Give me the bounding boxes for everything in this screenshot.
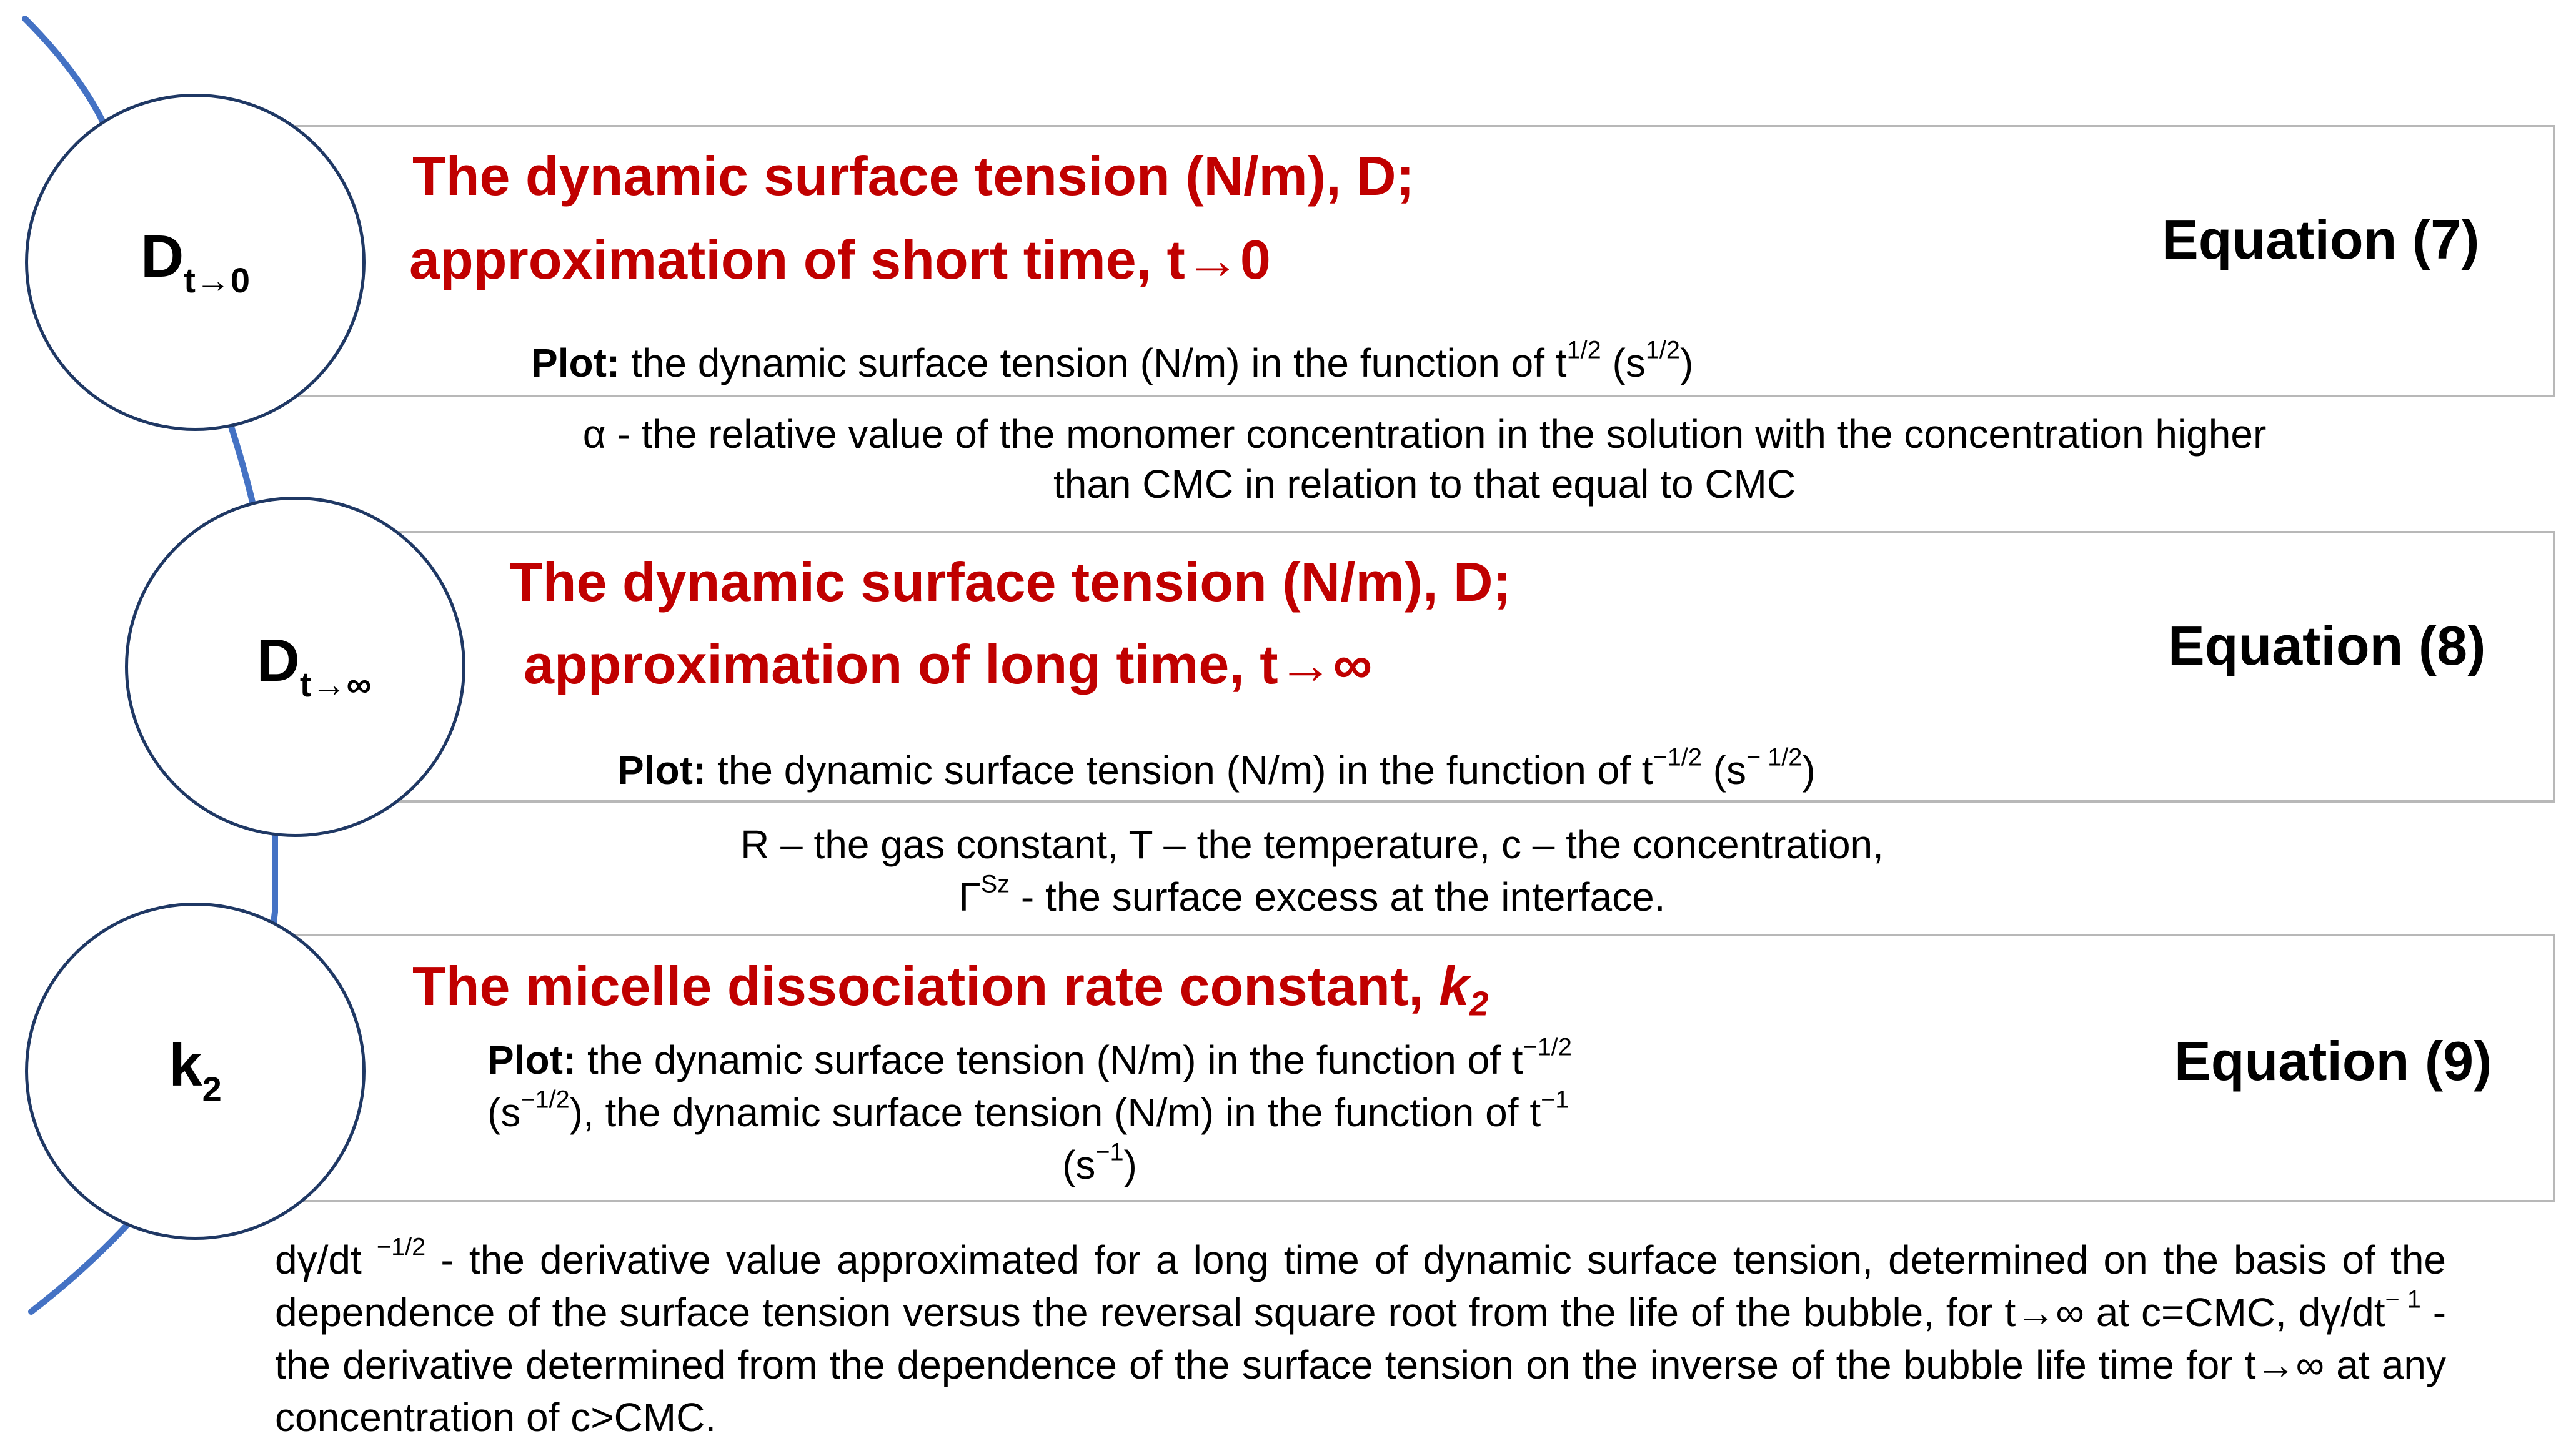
- rt-note-line2: $\Gamma^{Sz}$ - the surface excess at the interface.: [958, 870, 1666, 919]
- symbol-d-long: $D_{t\to\infty}$: [256, 627, 372, 705]
- alpha-note: [312, 409, 2537, 509]
- footer-derivative-note: dγ/dt $^{-1/2}$ - the derivative value approximated for a long time of dynamic surface tension, determined on the basis of the dependence of the surface tension versus the reversal square root from the life of the bubble, for t→∞ at c=CMC, $d\gamma/dt^{- 1}$ - the derivative determined from the dependence of the surface tension on the inverse of the bubble life time for t→∞ at any concentration of c>CMC.: [275, 1233, 2447, 1440]
- plot-caption-k2: [487, 1034, 1712, 1191]
- circle-d-short-time: [25, 94, 366, 431]
- rt-note: [375, 818, 2249, 923]
- title-k2: The micelle dissociation rate constant, k2: [412, 955, 1489, 1023]
- plot-caption-short: Plot: the dynamic surface tension (N/m) in the function of $t^{1/2}$ $(s^{1/2})$: [531, 336, 1694, 385]
- symbol-k2: $k_2$: [169, 1031, 222, 1109]
- equation-9-label: Equation (9): [2174, 1030, 2492, 1092]
- plot-caption-long: Plot: the dynamic surface tension (N/m) in the function of $t^{-1/2}$ $(s^{- 1/2})$: [617, 743, 1816, 793]
- title-short-line1: The dynamic surface tension (N/m), D;: [412, 145, 1415, 207]
- title-long-line1: The dynamic surface tension (N/m), D;: [509, 551, 1511, 613]
- plot-caption-k2-line1: Plot: the dynamic surface tension (N/m) in the function of $t^{-1/2}$: [487, 1033, 1572, 1082]
- alpha-note-line1: α - the relative value of the monomer concentration in the solution with the concentration higher: [582, 412, 2267, 457]
- rt-note-line1: R – the gas constant, T – the temperature, c – the concentration,: [740, 822, 1884, 867]
- title-short-line2: approximation of short time, t→0: [409, 229, 1271, 290]
- circle-d-long-time: [125, 497, 465, 837]
- symbol-d-short: $D_{t\to 0}$: [140, 222, 251, 300]
- equation-7-label: Equation (7): [2162, 209, 2480, 270]
- plot-caption-k2-line3: $(s^{-1})$: [1062, 1138, 1137, 1187]
- circle-k2: [25, 903, 366, 1240]
- equation-8-label: Equation (8): [2168, 615, 2486, 676]
- alpha-note-line2: than CMC in relation to that equal to CMC: [1053, 462, 1796, 507]
- title-long-line2: approximation of long time, t→∞: [524, 633, 1373, 695]
- plot-caption-k2-line2: $(s^{-1/2})$, the dynamic surface tension (N/m) in the function of $t^{-1}$: [487, 1086, 1569, 1135]
